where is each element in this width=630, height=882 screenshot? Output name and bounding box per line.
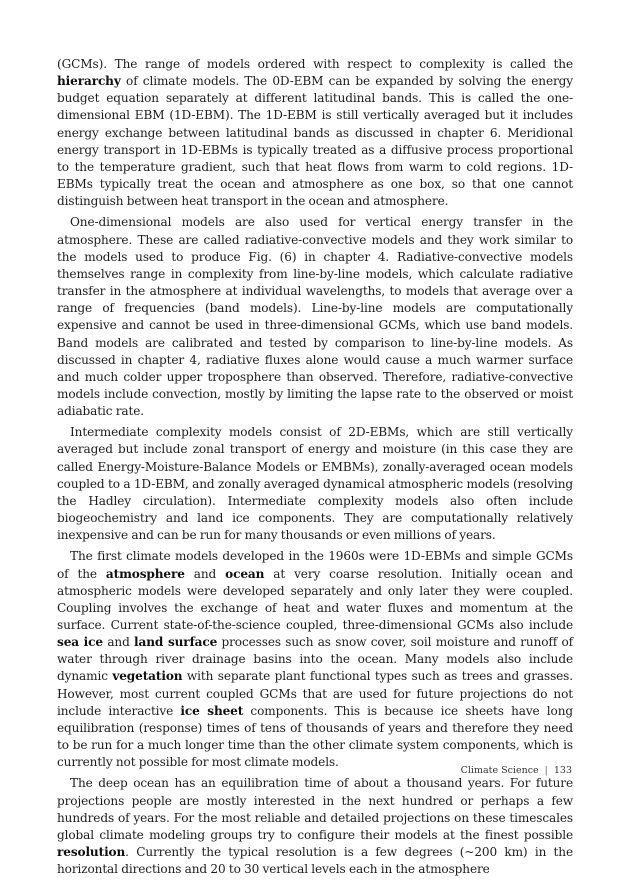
text-run: processes such as snow cover, soil moisture and runoff of water through river drainage basins into the ocean. Many models also include dynamic (57, 635, 573, 684)
bold-term: atmosphere (105, 566, 185, 581)
bold-term: ice sheet (180, 703, 244, 718)
page-number: 133 (553, 765, 572, 776)
bold-term: vegetation (112, 669, 183, 684)
body-text (57, 56, 573, 882)
paragraph (57, 775, 573, 878)
page-footer (461, 765, 572, 776)
bold-term: resolution (57, 845, 126, 860)
text-run: The deep ocean has an equilibration time of about a thousand years. For future projections people are mostly interested in the next hundred or perhaps a few hundreds of years. For the most reliable and detailed projections on these timescales global climate modeling groups try to configure their models at the finest possible (57, 776, 573, 842)
footer-book-title: Climate Science (460, 765, 539, 776)
text-run: components. This is because ice sheets have long equilibration (response) times of tens of thousands of years and therefore they need to be run for a much longer time than the other climate system components, which is currently not possible for most climate models. (57, 703, 573, 770)
text-run: One-dimensional models are also used for vertical energy transfer in the atmosphere. These are called radiative-convective models and they work similar to the models used to produce Fig. (6) in chapter 4. Radiative-convective models themselves range in complexity from line-by-line models, which calculate radiative transfer in the atmosphere at individual wavelengths, to models that average over a range of frequencies (band models). Line-by-line models are computationally expensive and cannot be used in three-dimensional GCMs, which use band models. Band models are calibrated and tested by comparison to line-by-line models. As discussed in chapter 4, radiative fluxes alone would cause a much warmer surface and much colder upper troposphere than observed. Therefore, radiative-convective models include convection, mostly by limiting the lapse rate to the observed or moist adiabatic rate. (57, 215, 573, 419)
text-run: and (184, 566, 226, 581)
text-run: (GCMs). The range of models ordered with respect to complexity is called the (57, 57, 573, 71)
text-run: . Currently the typical resolution is a few degrees (~200 km) in the horizontal directions and 20 to 30 vertical levels each in the atmosphere (57, 845, 573, 877)
bold-term: sea ice (57, 635, 103, 650)
text-run: and (102, 635, 135, 650)
text-run: at very coarse resolution. Initially ocean and atmospheric models were developed separately and only later they were coupled. Coupling involves the exchange of heat and water fluxes and momentum at the surface. Current state-of-the-science coupled, three-dimensional GCMs also include (57, 566, 573, 632)
bold-term: hierarchy (57, 74, 121, 89)
bold-term: land surface (134, 635, 218, 650)
bold-term: ocean (225, 566, 265, 581)
paragraph (57, 548, 573, 771)
text-run: The first climate models developed in the 1960s were 1D-EBMs and simple GCMs of the (57, 549, 573, 581)
text-run: Intermediate complexity models consist of 2D-EBMs, which are still vertically averaged but include zonal transport of energy and moisture (in this case they are called Energy-Moisture-Balance Models or EMBMs), zonally-averaged ocean models coupled to a 1D-EBM, and zonally averaged dynamical atmospheric models (resolving the Hadley circulation). Intermediate complexity models also often include biogeochemistry and land ice components. They are computationally relatively inexpensive and can be run for many thousands or even millions of years. (57, 425, 573, 543)
text-run: of climate models. The 0D-EBM can be expanded by solving the energy budget equation separately at different latitudinal bands. This is called the one-dimensional EBM (1D-EBM). The 1D-EBM is still vertically averaged but it includes energy exchange between latitudinal bands as discussed in chapter 6. Meridional energy transport in 1D-EBMs is typically treated as a diffusive process proportional to the temperature gradient, such that heat flows from warm to cold regions. 1D-EBMs typically treat the ocean and atmosphere as one box, so that one cannot distinguish between heat transport in the ocean and atmosphere. (57, 74, 573, 209)
paragraph (57, 56, 573, 210)
text-run: with separate plant functional types such as trees and grasses. However, most current coupled GCMs that are used for future projections do not include interactive (57, 669, 573, 718)
footer-separator: | (544, 765, 548, 776)
paragraph (57, 424, 573, 544)
paragraph (57, 214, 573, 420)
